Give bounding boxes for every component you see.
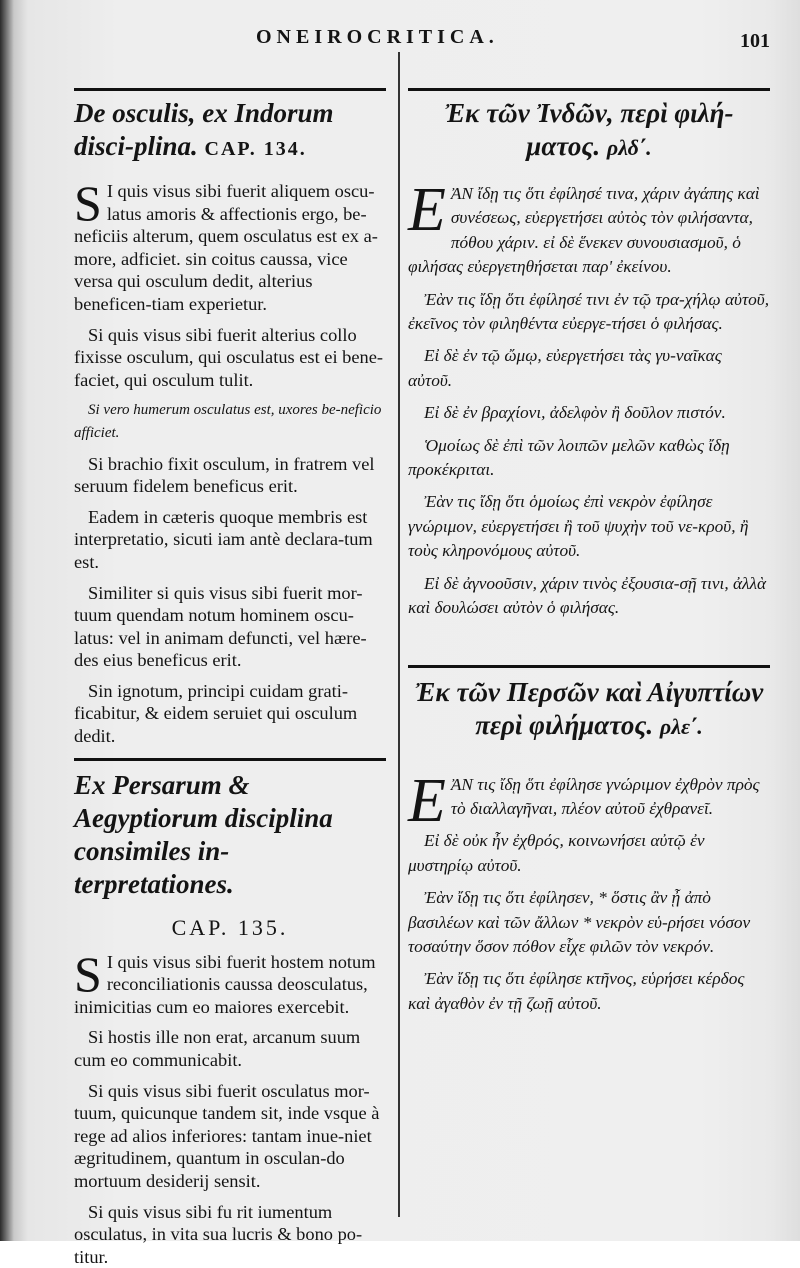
paragraph: Si brachio fixit osculum, in fratrem vel seruum fidelem beneficus erit. — [74, 453, 375, 497]
paragraph: Εἰ δὲ ἀγνοοῦσιν, χάριν τινὸς ἐξουσια-σῇ τινι, ἀλλὰ καὶ δουλώσει αὐτὸν ὁ φιλήσας. — [408, 573, 767, 618]
chapter-title: Ἐκ τῶν Ἰνδῶν, περὶ φιλή-ματος. — [444, 98, 734, 161]
paragraph-text: I quis visus sibi fuerit hostem notum reconciliationis caussa deosculatus, inimicitias cum eo maiores exercebit. — [74, 951, 376, 1017]
page-header — [60, 22, 790, 52]
chapter-number: ρλδ΄. — [606, 135, 652, 160]
section-rule — [74, 758, 386, 761]
paragraph: Si vero humerum osculatus est, uxores be-neficio afficiet. — [74, 402, 382, 441]
section-rule — [408, 665, 770, 668]
chapter-number: CAP. 135. — [171, 914, 289, 940]
section-rule — [74, 88, 386, 91]
greek-column — [408, 80, 770, 1220]
paragraph-text: ἈΝ τις ἴδῃ ὅτι ἐφίλησε γνώριμον ἐχθρὸν πρὸς τὸ διαλλαγῆναι, πλέον αὐτοῦ ἐχθρανεῖ. — [450, 774, 760, 818]
paragraph: Si quis visus sibi fu rit iumentum osculatus, in vita sua lucris & bono po-titur. — [74, 1201, 363, 1267]
paragraph: Si quis visus sibi fuerit osculatus mor-tuum, quicunque tandem sit, inde vsque à rege ad alios inferiores: tantam inue-niet ægritudinem, quantum in osculan-do mortuum desiderij sensit. — [74, 1080, 380, 1191]
paragraph: Sin ignotum, principi cuidam grati-ficabitur, & eidem seruiet qui osculum dedit. — [74, 680, 358, 747]
paragraph: Ἐὰν τις ἴδῃ ὅτι ἐφίλησέ τινι ἐν τῷ τρα-χήλῳ αὐτοῦ, ἐκεῖνος τὸν φιληθέντα εὐεργε-τήσει ὁ φιλήσας. — [408, 289, 770, 334]
paragraph: Εἰ δὲ οὐκ ἦν ἐχθρός, κοινωνήσει αὐτῷ ἐν μυστηρίῳ αὐτοῦ. — [408, 831, 705, 875]
chapter-heading — [74, 97, 386, 166]
paragraph — [74, 945, 386, 1019]
column-divider — [398, 52, 400, 1217]
drop-capital: Ε — [408, 176, 446, 244]
latin-column — [74, 80, 386, 1267]
chapter-heading: Ex Persarum & Aegyptiorum disciplina consimiles in-terpretationes. — [74, 769, 333, 899]
chapter-heading — [408, 97, 770, 164]
paragraph: Εἰ δὲ ἐν τῷ ὤμῳ, εὐεργετήσει τὰς γυ-ναῖκας αὐτοῦ. — [408, 346, 722, 390]
chapter-title: De osculis, ex Indorum disci-plina. — [74, 98, 334, 161]
chapter-heading — [408, 676, 770, 743]
paragraph — [74, 175, 386, 316]
section-rule — [408, 88, 770, 91]
paragraph: Ὁμοίως δὲ ἐπὶ τῶν λοιπῶν μελῶν καθὼς ἴδῃ προκέκριται. — [408, 435, 730, 480]
paragraph: Similiter si quis visus sibi fuerit mor-tuum quendam notum hominem oscu-latus: vel in animam defuncti, vel hære-des eius beneficus erit. — [74, 582, 367, 671]
paragraph: Si hostis ille non erat, arcanum suum cum eo communicabit. — [74, 1027, 361, 1071]
paragraph-text: I quis visus sibi fuerit aliquem oscu-latus amoris & affectionis ergo, be-neficiis alterum, quem osculatus est ex a-more, adficiet. sin coitus caussa, vice versa qui osculum dedit, alterius beneficen-tiam experietur. — [74, 181, 378, 314]
paragraph-text: ἈΝ ἴδῃ τις ὅτι ἐφίλησέ τινα, χάριν ἀγάπης καὶ συνέσεως, εὐεργετήσει αὐτὸς τὸν φιλήσαντα, πόθου χάριν. εἰ δὲ ἕνεκεν συνουσιασμοῦ, ὁ φιλήσας εὐεργετηθήσεται παρ' ἐκείνου. — [408, 184, 760, 277]
paragraph: Εἰ δὲ ἐν βραχίονι, ἀδελφὸν ἢ δοῦλον πιστόν. — [424, 403, 726, 423]
page-number: 101 — [740, 30, 770, 52]
paragraph: Ἐὰν ἴδῃ τις ὅτι ἐφίλησε κτῆνος, εὑρήσει κέρδος καὶ ἀγαθὸν ἐν τῇ ζωῇ αὐτοῦ. — [408, 969, 745, 1013]
running-title: ONEIROCRITICA. — [256, 26, 499, 48]
drop-capital: S — [74, 945, 102, 1002]
drop-capital: Ε — [408, 766, 446, 835]
chapter-title: Ἐκ τῶν Περσῶν καὶ Αἰγυπτίων περὶ φιλήματος. — [414, 676, 764, 740]
paragraph — [408, 766, 770, 835]
paragraph — [408, 176, 770, 280]
paragraph: Si quis visus sibi fuerit alterius collo fixisse osculum, qui osculatus est ei bene-faciet, qui osculum tulit. — [74, 324, 384, 390]
paragraph: Ἐὰν τις ἴδῃ ὅτι ὁμοίως ἐπὶ νεκρὸν ἐφίλησε γνώριμον, εὐεργετήσει ἢ τοῦ ψυχὴν τοῦ νε-κροῦ, ἢ τοὺς κληρονόμους αὐτοῦ. — [408, 492, 749, 561]
paragraph: Eadem in cæteris quoque membris est interpretatio, sicuti iam antè declara-tum est. — [74, 506, 373, 572]
drop-capital: S — [74, 175, 102, 231]
paragraph: Ἐὰν ἴδῃ τις ὅτι ἐφίλησεν, * ὅστις ἂν ᾖ ἀπὸ βασιλέων καὶ τῶν ἄλλων * νεκρὸν εὑ-ρήσει νόσον τοσαύτην ὅσον πόθον εἶχε φιλῶν τὸν νεκρόν. — [408, 888, 751, 956]
chapter-number: CAP. 134. — [204, 138, 307, 160]
chapter-number: ρλε΄. — [659, 713, 703, 739]
